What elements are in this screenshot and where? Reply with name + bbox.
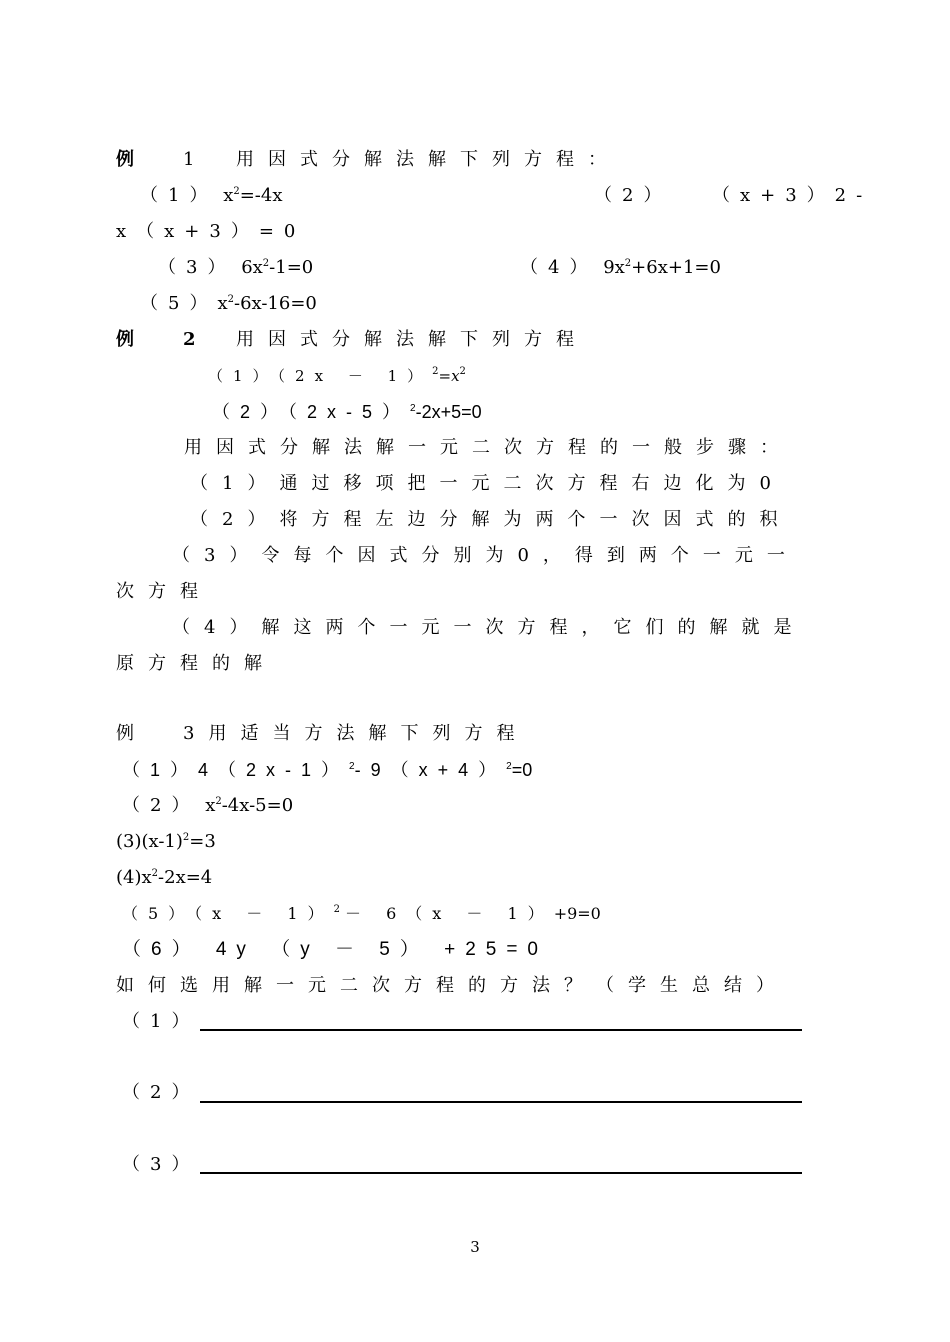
ex3-problem-4: $(4)x^2-2x=4$ [116, 867, 213, 888]
ex2-title: 用因式分解法解下列方程 [236, 329, 588, 350]
ex2-problem-2: $(2)(2x-5)^2-2x+5=0$ [212, 402, 482, 422]
ex1-problem-2-part-a: （x+3）2- [712, 185, 873, 206]
ex3-label: 例 [116, 723, 134, 744]
ex1-title: 用因式分解法解下列方程： [236, 149, 620, 170]
page-number: 3 [470, 1238, 480, 1256]
answer-1-label: （1） [122, 1011, 200, 1032]
ex1-problem-2-part-b: x（x+3）=0 [116, 221, 306, 242]
ex2-number: 2 [183, 329, 196, 350]
answer-2-line [200, 1101, 802, 1103]
ex1-problem-3: （3） $6x^2-1=0$ [158, 257, 314, 278]
ex1-problem-1: （1） $x^2=-4x$ [140, 185, 283, 206]
ex3-problem-5: $(5)(x - 1)^2 - 6(x - 1)+9=0$ [122, 904, 601, 923]
step-4-line-1: （4）解这两个一元一次方程，它们的解就是 [172, 617, 806, 638]
answer-2-label: （2） [122, 1082, 200, 1103]
ex1-problem-4: （4） $9x^2+6x+1=0$ [520, 257, 721, 278]
ex3-problem-2: （2） $x^2-4x-5=0$ [122, 795, 294, 816]
ex1-label: 例 [116, 149, 134, 170]
step-3-line-2: 次方程 [116, 581, 212, 602]
answer-3-label: （3） [122, 1154, 200, 1175]
steps-heading: 用因式分解法解一元二次方程的一般步骤： [184, 437, 792, 458]
ex2-problem-1: $(1)(2x - 1)^2=x^2$ [208, 366, 466, 385]
step-3-line-1: （3）令每个因式分别为0，得到两个一元一 [172, 545, 799, 566]
ex1-number: 1 [183, 149, 195, 170]
step-1: （1）通过移项把一元二次方程右边化为0 [190, 473, 785, 494]
ex2-label: 例 [116, 329, 134, 350]
ex3-problem-3: $(3)(x-1)^2=3$ [116, 831, 216, 852]
method-question: 如何选用解一元二次方程的方法？（学生总结） [116, 975, 788, 996]
step-2: （2）将方程左边分解为两个一次因式的积 [190, 509, 792, 530]
answer-3-line [200, 1172, 802, 1174]
ex3-title: 3用适当方法解下列方程 [183, 723, 529, 744]
ex1-problem-5: $(5)x^2-6x-16=0$ [140, 293, 317, 314]
answer-1-line [200, 1029, 802, 1031]
step-4-line-2: 原方程的解 [116, 653, 276, 674]
ex1-problem-2-num: （2） [594, 185, 672, 206]
ex3-problem-6: （6） 4y （y － 5） +25=0 [122, 939, 548, 960]
ex3-problem-1: $(1)4(2x-1)^2-9(x+4)^2=0$ [122, 760, 533, 780]
